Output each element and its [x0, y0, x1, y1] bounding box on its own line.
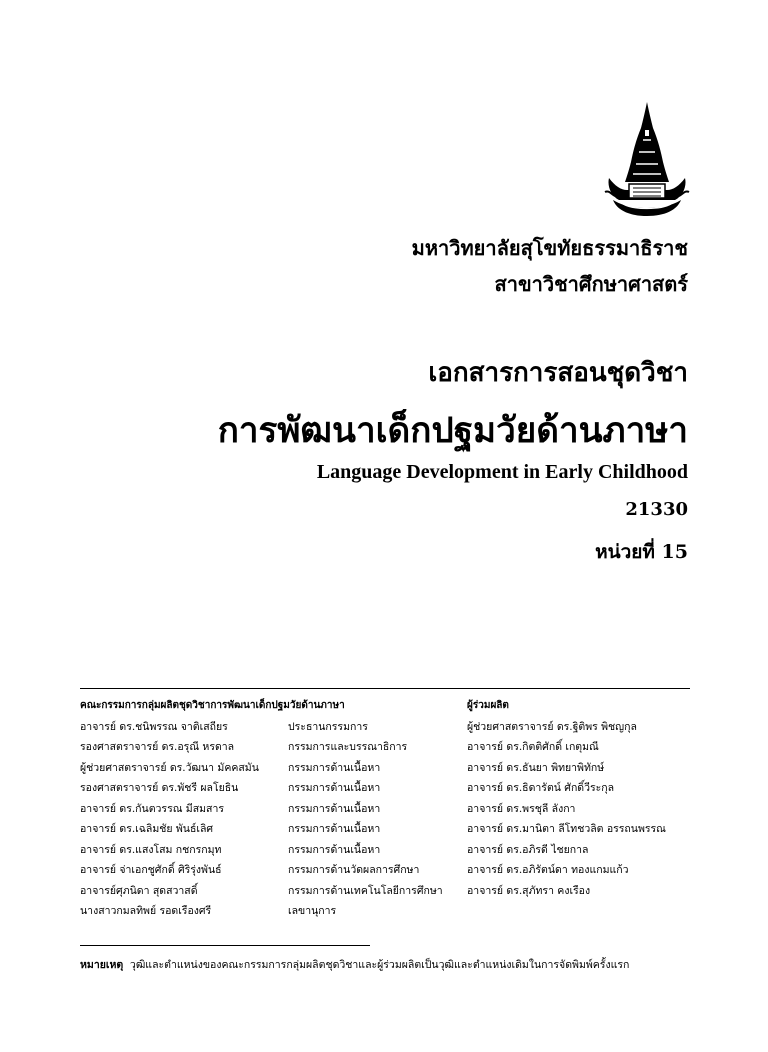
committee-member-role: กรรมการด้านเนื้อหา [288, 843, 381, 856]
committee-member-name: นางสาวกมลทิพย์ รอดเรืองศรี [80, 905, 212, 917]
committee-member-name: อาจารย์ ดร.กันตวรรณ มีสมสาร [80, 802, 224, 815]
co-producer-name: อาจารย์ ดร.อภิรัตน์ดา ทองแกมแก้ว [467, 864, 629, 876]
document-type: เอกสารการสอนชุดวิชา [428, 358, 688, 388]
university-name: มหาวิทยาลัยสุโขทัยธรรมาธิราช [411, 236, 688, 260]
top-divider [80, 688, 690, 689]
footnote-label: หมายเหตุ [80, 959, 124, 971]
school-name: สาขาวิชาศึกษาศาสตร์ [494, 272, 688, 296]
co-producer-name: ผู้ช่วยศาสตราจารย์ ดร.ฐิติพร พิชญกุล [467, 720, 637, 733]
co-producer-name: อาจารย์ ดร.ธิดารัตน์ ศักดิ์วีระกุล [467, 782, 615, 794]
committee-member-role: กรรมการและบรรณาธิการ [288, 741, 408, 753]
co-producer-name: อาจารย์ ดร.กิตติศักดิ์ เกตุมณี [467, 741, 599, 753]
committee-member-role: กรรมการด้านเนื้อหา [288, 823, 381, 835]
footnote-divider [80, 945, 370, 946]
committee-member-name: รองศาสตราจารย์ ดร.พัชรี ผลโยธิน [80, 782, 239, 794]
committee-member-name: อาจารย์ ดร.แสงโสม กชกรกมุท [80, 843, 222, 856]
committee-member-name: รองศาสตราจารย์ ดร.อรุณี หรดาล [80, 741, 235, 753]
course-title-english: Language Development in Early Childhood [316, 461, 688, 483]
committee-member-name: อาจารย์ จ่าเอกชูศักดิ์ ศิริรุ่งพันธ์ [80, 864, 222, 876]
committee-heading: คณะกรรมการกลุ่มผลิตชุดวิชาการพัฒนาเด็กปฐมวัยด้านภาษา [80, 700, 345, 711]
committee-member-role: กรรมการด้านเทคโนโลยีการศึกษา [288, 884, 443, 897]
committee-member-role: กรรมการด้านเนื้อหา [288, 782, 381, 794]
co-producer-name: อาจารย์ ดร.สุภัทรา คงเรือง [467, 884, 591, 897]
committee-member-role: เลขานุการ [288, 905, 337, 917]
university-emblem-logo [603, 100, 691, 222]
co-producers-column [467, 696, 692, 901]
footnote [80, 956, 629, 973]
co-producer-name: อาจารย์ ดร.ธันยา พิทยาพิทักษ์ [467, 761, 605, 774]
committee-member-name: อาจารย์ ดร.ชนิพรรณ จาติเสถียร [80, 720, 228, 733]
committee-member-name: อาจารย์ ดร.เฉลิมชัย พันธ์เลิศ [80, 823, 214, 835]
committee-member-name: อาจารย์ศุภนิดา สุดสวาสดิ์ [80, 884, 198, 897]
co-producer-name: อาจารย์ ดร.พรชุลี ลังกา [467, 802, 576, 815]
committee-member-name: ผู้ช่วยศาสตราจารย์ ดร.วัฒนา มัคคสมัน [80, 761, 259, 774]
co-producer-name: อาจารย์ ดร.มานิตา ลีโทชวลิต อรรถนพรรณ [467, 823, 666, 835]
co-producers-heading: ผู้ร่วมผลิต [467, 700, 509, 711]
committee-member-role: กรรมการด้านวัดผลการศึกษา [288, 864, 420, 876]
committee-member-role: ประธานกรรมการ [288, 720, 368, 733]
course-title-thai: การพัฒนาเด็กปฐมวัยด้านภาษา [217, 410, 688, 451]
unit-number: หน่วยที่ 15 [595, 541, 688, 563]
co-producer-name: อาจารย์ ดร.อภิรดี ไชยกาล [467, 843, 589, 856]
footnote-text: วุฒิและตำแหน่งของคณะกรรมการกลุ่มผลิตชุดวิชาและผู้ร่วมผลิตเป็นวุฒิและตำแหน่งเดิมในการจัดพิมพ์ครั้งแรก [129, 959, 630, 971]
committee-member-role: กรรมการด้านเนื้อหา [288, 761, 381, 774]
committee-roles-column [288, 696, 468, 922]
course-code: 21330 [625, 499, 688, 520]
committee-member-role: กรรมการด้านเนื้อหา [288, 802, 381, 815]
